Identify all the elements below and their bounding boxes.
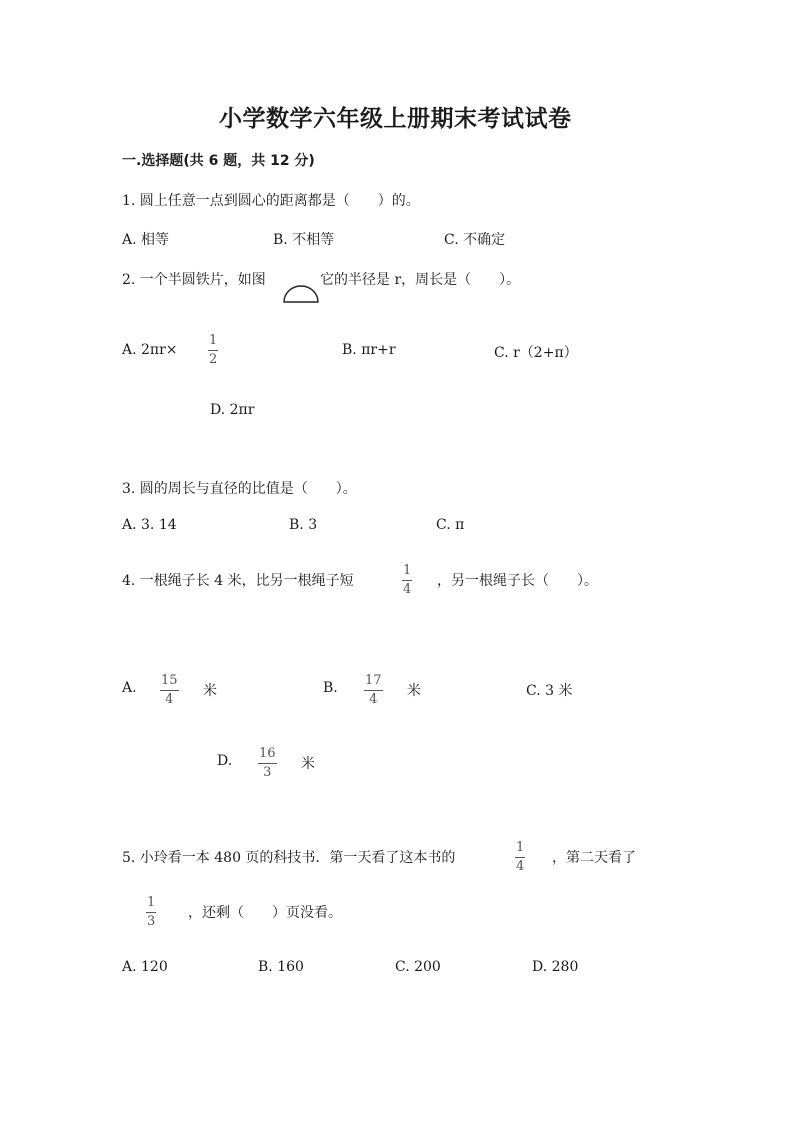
fraction-numerator: 1 <box>209 333 218 348</box>
question-2-option-b: B. πr+r <box>342 342 396 358</box>
question-5-fraction-2 <box>146 895 156 930</box>
fraction-denominator: 4 <box>369 692 378 707</box>
question-3-option-a: A. 3. 14 <box>122 517 177 533</box>
fraction-bar <box>258 763 277 764</box>
fraction-denominator: 3 <box>147 914 156 929</box>
question-4-stem-start: 4. 一根绳子长 4 米，比另一根绳子短 <box>122 573 354 589</box>
fraction-numerator: 1 <box>516 840 525 855</box>
fraction-numerator: 15 <box>161 673 178 688</box>
question-1-stem: 1. 圆上任意一点到圆心的距离都是（ ）的。 <box>122 193 420 209</box>
question-3-stem: 3. 圆的周长与直径的比值是（ ）。 <box>122 481 357 497</box>
question-5-option-b: B. 160 <box>258 959 304 975</box>
question-4-stem-fraction <box>402 563 412 598</box>
page-title: 小学数学六年级上册期末考试试卷 <box>219 106 572 132</box>
section-heading: 一.选择题(共 6 题，共 12 分) <box>122 153 315 169</box>
fraction-numerator: 17 <box>365 673 382 688</box>
semicircle-figure <box>282 284 320 304</box>
fraction-numerator: 1 <box>403 563 412 578</box>
fraction-numerator: 1 <box>147 895 156 910</box>
fraction-bar <box>402 580 412 581</box>
question-3-option-b: B. 3 <box>289 517 318 533</box>
question-4-option-d-unit: 米 <box>301 756 315 772</box>
fraction-bar <box>364 690 383 691</box>
fraction-denominator: 4 <box>516 859 525 874</box>
question-4-option-a-label: A. <box>122 680 137 696</box>
question-4-option-b-label: B. <box>323 680 338 696</box>
question-4-stem-end: ，另一根绳子长（ ）。 <box>437 573 598 589</box>
fraction-denominator: 4 <box>403 582 412 597</box>
question-4-option-d-fraction <box>258 746 277 781</box>
question-2-option-a-fraction <box>208 333 218 368</box>
fraction-bar <box>160 690 179 691</box>
question-5-fraction-1 <box>515 840 525 875</box>
question-2-option-d: D. 2πr <box>210 402 255 418</box>
fraction-bar <box>515 857 525 858</box>
fraction-bar <box>146 912 156 913</box>
question-5-option-c: C. 200 <box>395 959 441 975</box>
question-5-stem-end: ，还剩（ ）页没看。 <box>188 905 342 921</box>
question-1-option-a: A. 相等 <box>122 232 170 248</box>
fraction-bar <box>208 350 218 351</box>
question-5-stem-start: 5. 小玲看一本 480 页的科技书．第一天看了这本书的 <box>122 850 456 866</box>
question-3-option-c: C. π <box>436 517 465 533</box>
fraction-denominator: 3 <box>263 765 272 780</box>
fraction-numerator: 16 <box>259 746 276 761</box>
question-4-option-d-label: D. <box>217 753 233 769</box>
question-4-option-b-fraction <box>364 673 383 708</box>
question-2-stem-end: 它的半径是 r，周长是（ ）。 <box>320 272 521 288</box>
question-2-option-c: C. r（2+π） <box>494 345 578 361</box>
question-4-option-c: C. 3 米 <box>526 683 573 699</box>
question-5-option-a: A. 120 <box>122 959 168 975</box>
question-4-option-a-fraction <box>160 673 179 708</box>
fraction-denominator: 2 <box>209 352 218 367</box>
question-4-option-a-unit: 米 <box>203 683 217 699</box>
question-4-option-b-unit: 米 <box>407 683 421 699</box>
question-5-option-d: D. 280 <box>532 959 579 975</box>
question-2-stem-start: 2. 一个半圆铁片，如图 <box>122 272 266 288</box>
question-2-option-a: A. 2πr× <box>122 342 178 358</box>
fraction-denominator: 4 <box>165 692 174 707</box>
question-1-option-b: B. 不相等 <box>273 232 335 248</box>
question-1-option-c: C. 不确定 <box>444 232 506 248</box>
question-5-stem-middle: ，第二天看了 <box>552 850 636 866</box>
